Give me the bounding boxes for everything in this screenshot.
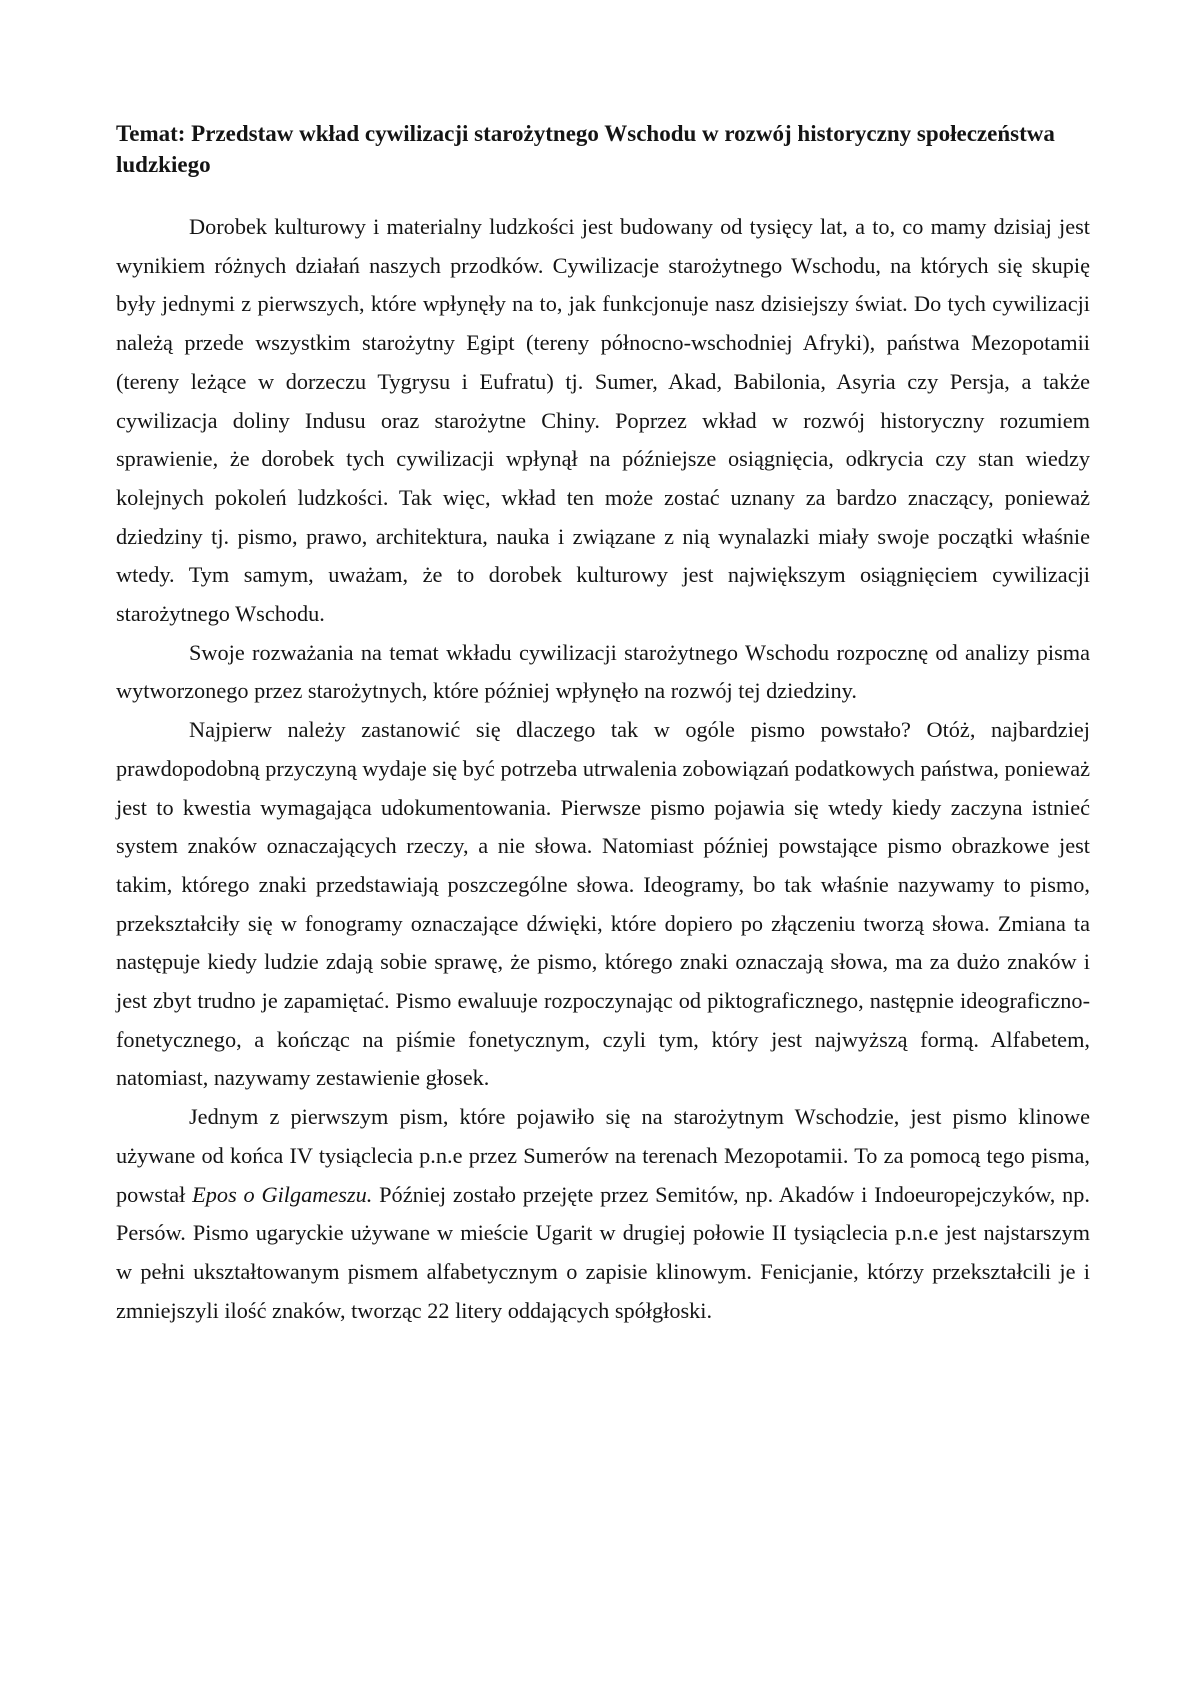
- paragraph-intro: Dorobek kulturowy i materialny ludzkości jest budowany od tysięcy lat, a to, co mamy dzisiaj jest wynikiem różnych działań naszych przodków. Cywilizacje starożytnego Wschodu, na których się skupię były jednymi z pierwszych, które wpłynęły na to, jak funkcjonuje nasz dzisiejszy świat. Do tych cywilizacji należą przede wszystkim starożytny Egipt (tereny północno-wschodniej Afryki), państwa Mezopotamii (tereny leżące w dorzeczu Tygrysu i Eufratu) tj. Sumer, Akad, Babilonia, Asyria czy Persja, a także cywilizacja doliny Indusu oraz starożytne Chiny. Poprzez wkład w rozwój historyczny rozumiem sprawienie, że dorobek tych cywilizacji wpłynął na późniejsze osiągnięcia, odkrycia czy stan wiedzy kolejnych pokoleń ludzkości. Tak więc, wkład ten może zostać uznany za bardzo znaczący, ponieważ dziedziny tj. pismo, prawo, architektura, nauka i związane z nią wynalazki miały swoje początki właśnie wtedy. Tym samym, uważam, że to dorobek kulturowy jest największym osiągnięciem cywilizacji starożytnego Wschodu.: [116, 214, 1090, 627]
- paragraph-cuneiform-part-2: Później zostało przejęte przez Semitów, np. Akadów i Indoeuropejczyków, np. Persów. Pismo ugaryckie używane w mieście Ugarit w drugiej połowie II tysiąclecia p.n.e jest najstarszym w pełni ukształtowanym pismem alfabetycznym o zapisie klinowym. Fenicjanie, którzy przekształcili je i zmniejszyli ilość znaków, tworząc 22 litery oddających spółgłoski.: [116, 1181, 1090, 1323]
- paragraph-cuneiform: [116, 1098, 1090, 1330]
- document-body: [116, 118, 1090, 1330]
- document-title: Temat: Przedstaw wkład cywilizacji starożytnego Wschodu w rozwój historyczny społeczeństwa ludzkiego: [116, 121, 1055, 177]
- paragraph-cuneiform-part-1: Jednym z pierwszym pism, które pojawiło się na starożytnym Wschodzie, jest pismo klinowe używane od końca IV tysiąclecia p.n.e przez Sumerów na terenach Mezopotamii. To za pomocą tego pisma, powstał: [116, 1104, 1090, 1207]
- paragraph-writing-analysis: Swoje rozważania na temat wkładu cywilizacji starożytnego Wschodu rozpocznę od analizy pisma wytworzonego przez starożytnych, które później wpłynęło na rozwój tej dziedziny.: [116, 639, 1090, 704]
- epic-title-emphasis: Epos o Gilgameszu.: [192, 1181, 373, 1207]
- paragraph-writing-origins: Najpierw należy zastanowić się dlaczego tak w ogóle pismo powstało? Otóż, najbardziej prawdopodobną przyczyną wydaje się być potrzeba utrwalenia zobowiązań podatkowych państwa, ponieważ jest to kwestia wymagająca udokumentowania. Pierwsze pismo pojawia się wtedy kiedy zaczyna istnieć system znaków oznaczających rzeczy, a nie słowa. Natomiast później powstające pismo obrazkowe jest takim, którego znaki przedstawiają poszczególne słowa. Ideogramy, bo tak właśnie nazywamy to pismo, przekształciły się w fonogramy oznaczające dźwięki, które dopiero po złączeniu tworzą słowa. Zmiana ta następuje kiedy ludzie zdają sobie sprawę, że pismo, którego znaki oznaczają słowa, ma za dużo znaków i jest zbyt trudno je zapamiętać. Pismo ewaluuje rozpoczynając od piktograficznego, następnie ideograficzno-fonetycznego, a kończąc na piśmie fonetycznym, czyli tym, który jest najwyższą formą. Alfabetem, natomiast, nazywamy zestawienie głosek.: [116, 717, 1090, 1091]
